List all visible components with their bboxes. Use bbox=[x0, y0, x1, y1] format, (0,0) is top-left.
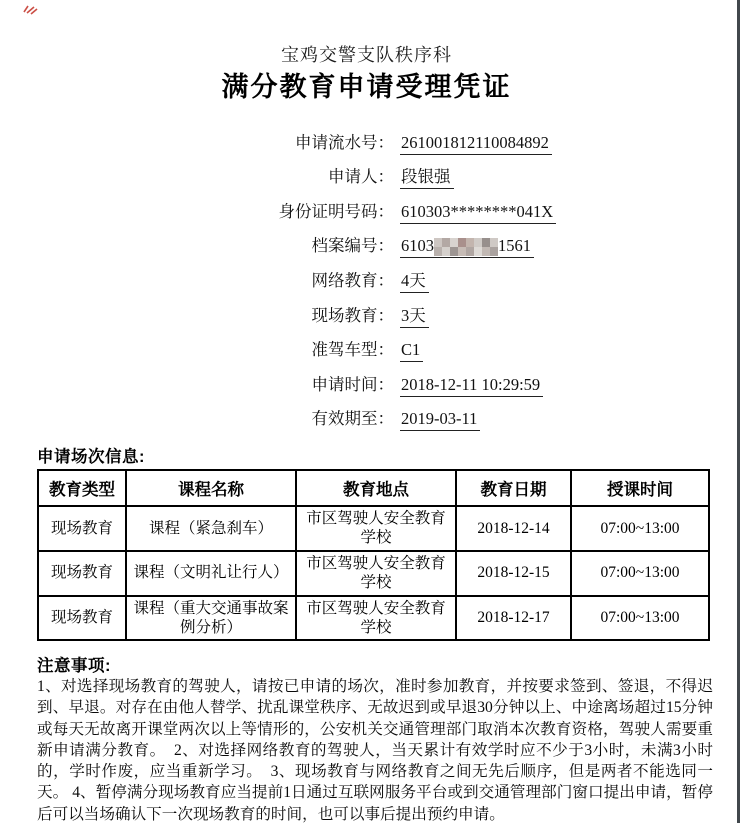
field-application-serial bbox=[0, 120, 743, 155]
cell-time: 07:00~13:00 bbox=[571, 596, 709, 641]
cell-time: 07:00~13:00 bbox=[571, 506, 709, 551]
table-row bbox=[38, 506, 709, 551]
schedule-table bbox=[37, 469, 710, 641]
col-header-time: 授课时间 bbox=[571, 470, 709, 506]
field-id-number bbox=[0, 189, 743, 224]
field-value: 261001812110084892 bbox=[400, 134, 552, 155]
cell-course-name: 课程（重大交通事故案例分析） bbox=[126, 596, 296, 641]
window-edge-line bbox=[737, 0, 740, 823]
cell-education-type: 现场教育 bbox=[38, 596, 126, 641]
field-onsite-education bbox=[0, 293, 743, 328]
field-online-education bbox=[0, 258, 743, 293]
field-value: 610303********041X bbox=[400, 203, 556, 224]
col-header-education-type: 教育类型 bbox=[38, 470, 126, 506]
department-name: 宝鸡交警支队秩序科 bbox=[281, 45, 452, 65]
cell-date: 2018-12-15 bbox=[456, 551, 571, 596]
field-label: 准驾车型： bbox=[311, 340, 394, 360]
cell-location: 市区驾驶人安全教育学校 bbox=[296, 596, 456, 641]
table-row bbox=[38, 551, 709, 596]
field-label: 身份证明号码： bbox=[278, 201, 394, 221]
field-label: 档案编号： bbox=[311, 236, 394, 256]
cell-location: 市区驾驶人安全教育学校 bbox=[296, 551, 456, 596]
red-scan-mark-icon bbox=[22, 3, 40, 17]
field-value: 3天 bbox=[400, 307, 429, 328]
field-file-number bbox=[0, 224, 743, 259]
field-label: 有效期至： bbox=[311, 409, 394, 429]
cell-date: 2018-12-14 bbox=[456, 506, 571, 551]
field-value: 段银强 bbox=[400, 168, 454, 189]
field-label: 申请人： bbox=[328, 167, 394, 187]
field-value: 4天 bbox=[400, 272, 429, 293]
notes-section-heading: 注意事项: bbox=[37, 657, 111, 675]
cell-education-type: 现场教育 bbox=[38, 551, 126, 596]
col-header-course-name: 课程名称 bbox=[126, 470, 296, 506]
field-value-masked bbox=[400, 237, 534, 258]
field-label: 网络教育： bbox=[311, 270, 394, 290]
file-number-suffix: 1561 bbox=[498, 236, 531, 256]
field-label: 申请时间： bbox=[311, 374, 394, 394]
field-application-time bbox=[0, 362, 743, 397]
cell-education-type: 现场教育 bbox=[38, 506, 126, 551]
cell-date: 2018-12-17 bbox=[456, 596, 571, 641]
col-header-date: 教育日期 bbox=[456, 470, 571, 506]
col-header-location: 教育地点 bbox=[296, 470, 456, 506]
field-license-class bbox=[0, 328, 743, 363]
field-valid-until bbox=[0, 397, 743, 432]
file-number-prefix: 6103 bbox=[401, 236, 434, 256]
cell-course-name: 课程（文明礼让行人） bbox=[126, 551, 296, 596]
notes-paragraph: 1、对选择现场教育的驾驶人，请按已申请的场次，准时参加教育，并按要求签到、签退，不得迟到、早退。对存在由他人替学、扰乱课堂秩序、无故迟到或早退30分钟以上、中途离场超过15分钟或每天无故离开课堂两次以上等情形的，公安机关交通管理部门取消本次教育资格，驾驶人需要重新申请满分教育。 2、对选择网络教育的驾驶人，当天累计有效学时应不少于3小时，未满3小时的，学时作废，应当重新学习。 3、现场教育与网络教育之间无先后顺序，但是两者不能选同一天。 4、暂停满分现场教育应当提前1日通过互联网服务平台或到交通管理部门窗口提出申请，暂停后可以当场确认下一次现场教育的时间，也可以事后提出预约申请。 bbox=[37, 678, 713, 823]
table-row bbox=[38, 596, 709, 641]
application-fields bbox=[0, 120, 743, 431]
field-value: C1 bbox=[400, 341, 423, 362]
cell-time: 07:00~13:00 bbox=[571, 551, 709, 596]
table-header-row bbox=[38, 470, 709, 506]
schedule-section-heading: 申请场次信息: bbox=[37, 448, 145, 466]
field-label: 申请流水号： bbox=[295, 132, 394, 152]
field-applicant bbox=[0, 155, 743, 190]
cell-course-name: 课程（紧急刹车） bbox=[126, 506, 296, 551]
page-title: 满分教育申请受理凭证 bbox=[221, 72, 512, 102]
redaction-mosaic bbox=[434, 238, 498, 256]
field-value: 2019-03-11 bbox=[400, 410, 480, 431]
field-value: 2018-12-11 10:29:59 bbox=[400, 376, 543, 397]
field-label: 现场教育： bbox=[311, 305, 394, 325]
cell-location: 市区驾驶人安全教育学校 bbox=[296, 506, 456, 551]
